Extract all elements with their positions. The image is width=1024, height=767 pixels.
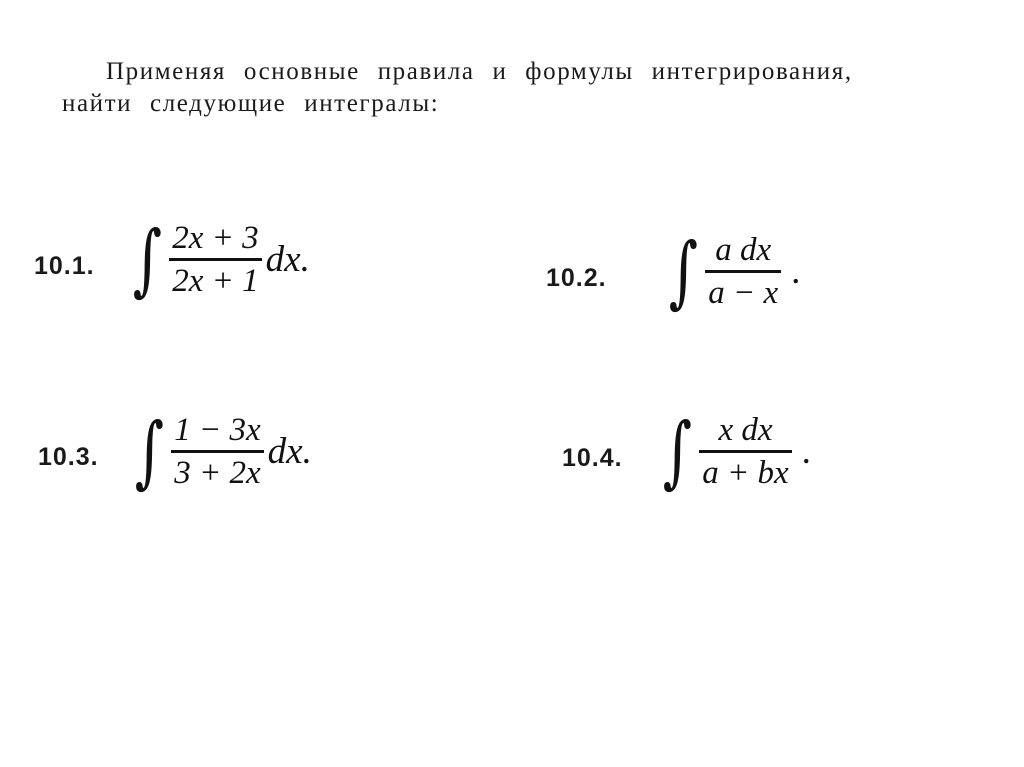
fraction bbox=[171, 412, 263, 491]
integral-expression bbox=[657, 406, 811, 497]
fraction-denominator: 3 + 2x bbox=[174, 455, 261, 491]
fraction-numerator: 2x + 3 bbox=[172, 220, 259, 256]
differential: dx. bbox=[265, 239, 310, 280]
problem-10-1 bbox=[34, 214, 310, 305]
fraction-denominator: a + bx bbox=[702, 455, 789, 491]
integral-sign-icon: ∫ bbox=[134, 406, 164, 497]
instruction-text bbox=[62, 56, 1002, 120]
fraction bbox=[699, 412, 791, 491]
fraction-denominator: a − x bbox=[708, 275, 779, 311]
instruction-line-2: найти следующие интегралы: bbox=[62, 90, 440, 117]
problem-number: 10.4. bbox=[562, 444, 623, 472]
integral-sign-icon: ∫ bbox=[132, 214, 162, 305]
integral-expression bbox=[127, 214, 310, 305]
fraction-numerator: x dx bbox=[718, 412, 773, 448]
problem-number: 10.1. bbox=[34, 252, 95, 280]
integral-expression bbox=[663, 226, 801, 317]
terminal-period: . bbox=[801, 431, 811, 472]
terminal-period: . bbox=[791, 251, 801, 292]
instruction-line-1: Применяя основные правила и формулы интегрирования, bbox=[106, 58, 853, 85]
problem-number: 10.2. bbox=[546, 264, 607, 292]
differential: dx. bbox=[267, 431, 312, 472]
problem-10-3 bbox=[38, 406, 312, 497]
problem-10-4 bbox=[562, 406, 811, 497]
integral-sign-icon: ∫ bbox=[662, 406, 692, 497]
problem-number: 10.3. bbox=[38, 443, 99, 471]
fraction bbox=[169, 220, 261, 299]
integral-sign-icon: ∫ bbox=[668, 226, 698, 317]
integral-expression bbox=[129, 406, 312, 497]
fraction bbox=[705, 232, 781, 311]
fraction-numerator: 1 − 3x bbox=[174, 412, 261, 448]
fraction-denominator: 2x + 1 bbox=[172, 263, 259, 299]
fraction-numerator: a dx bbox=[715, 232, 772, 268]
problem-10-2 bbox=[546, 226, 801, 317]
